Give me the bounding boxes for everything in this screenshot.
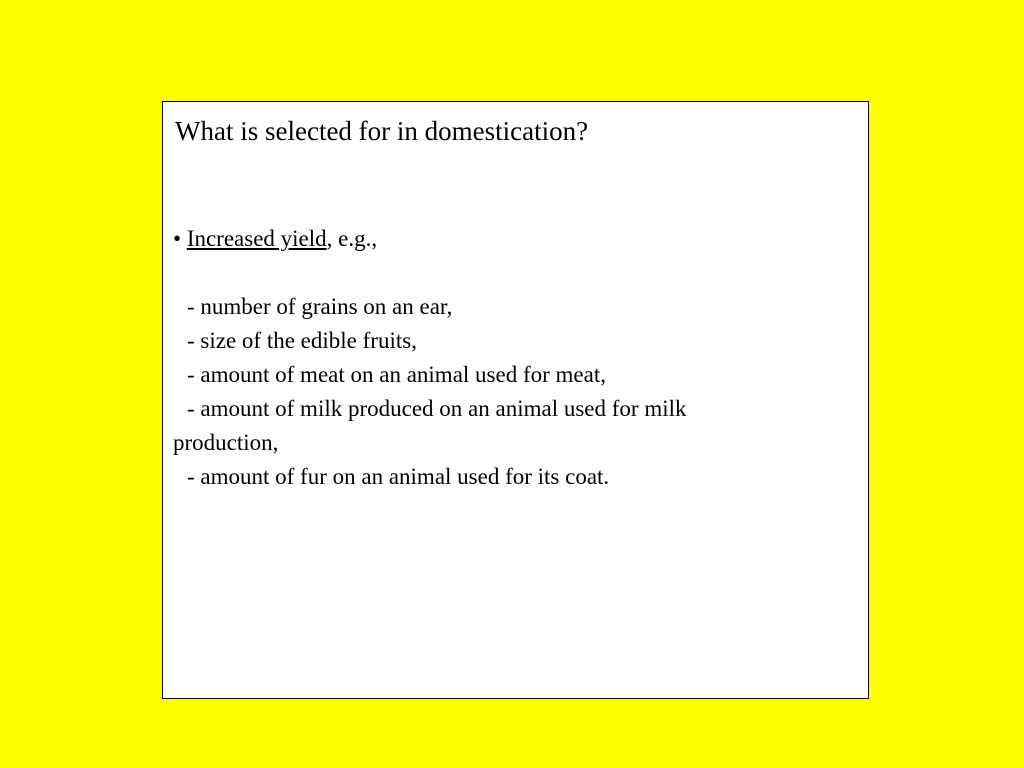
list-item: - amount of meat on an animal used for meat, (187, 362, 606, 387)
list-item: - number of grains on an ear, (187, 294, 453, 319)
list-item: - size of the edible fruits, (187, 328, 417, 353)
bullet-emphasis: Increased yield (186, 226, 327, 251)
bullet-rest: , e.g., (326, 226, 378, 251)
bullet-line (173, 222, 853, 256)
slide-content-box (162, 101, 869, 699)
bullet-marker: • (173, 226, 182, 251)
list-item: - amount of milk produced on an animal used for milk (187, 396, 687, 421)
list-item: - amount of fur on an animal used for its coat. (187, 464, 610, 489)
blank-line (173, 256, 853, 290)
slide-title: What is selected for in domestication? (175, 116, 589, 146)
slide-body (173, 222, 853, 494)
list-item-continuation: production, (173, 430, 279, 455)
